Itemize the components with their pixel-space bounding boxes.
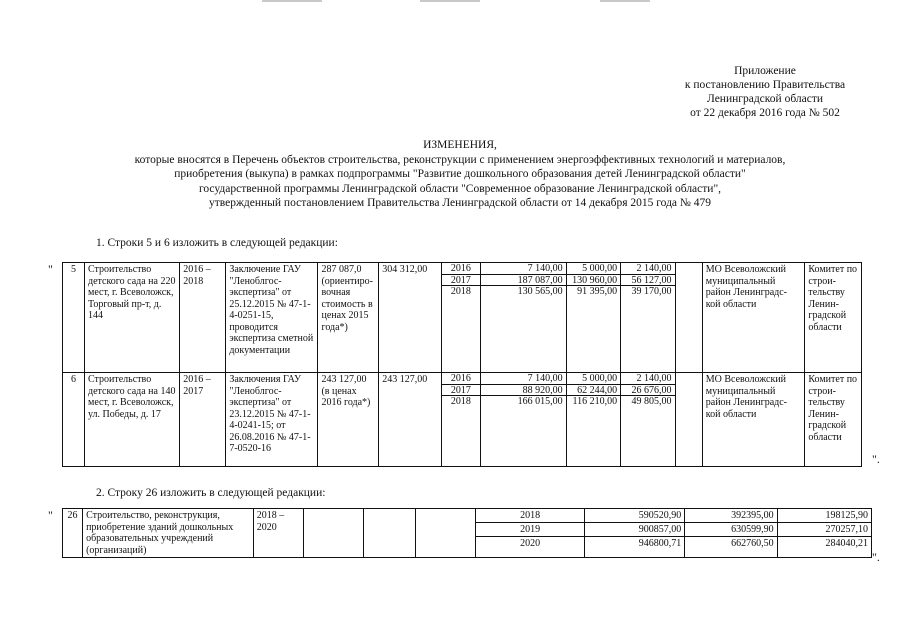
open-quote: " [48, 262, 53, 276]
amounts-value: 88 920,00 [481, 385, 566, 397]
row-number: 26 [63, 509, 83, 558]
years-value: 2017 [442, 275, 480, 287]
amounts-value: 130 565,00 [517, 286, 563, 297]
amounts-cell [480, 263, 566, 373]
amount-value: 590520,90 [585, 509, 684, 523]
changes-table-2 [62, 508, 872, 558]
empty-cell [675, 263, 702, 373]
regional-value: 5 000,00 [567, 373, 620, 385]
appendix-block [640, 64, 890, 120]
empty-cell [364, 509, 416, 558]
years-cell [442, 263, 481, 373]
title-line: утвержденный постановлением Правительства Ленинградской области от 14 декабря 2015 года № 479 [208, 197, 712, 209]
appendix-line: к постановлению Правительства [684, 79, 846, 91]
year-value: 2020 [520, 538, 541, 549]
municipality-cell: МО Всеволожский муниципальный район Ленинградс-кой области [702, 373, 805, 467]
regional-value: 130 960,00 [567, 275, 620, 287]
title-heading: ИЗМЕНЕНИЯ, [423, 139, 497, 151]
local-cell [621, 373, 675, 467]
years-value: 2018 [450, 286, 471, 297]
local-value: 2 140,00 [621, 263, 674, 275]
period-cell: 2016 – 2017 [180, 373, 226, 467]
years-value: 2017 [442, 385, 480, 397]
scan-artifact [420, 0, 480, 2]
row-number: 5 [63, 263, 85, 373]
local-value: 2 140,00 [621, 373, 674, 385]
years-value: 2018 [450, 396, 471, 407]
amount-value: 946800,71 [638, 538, 682, 549]
regional-cell [685, 509, 777, 558]
title-line: государственной программы Ленинградской области "Современное образование Ленинградской области", [198, 182, 722, 195]
regional-value: 630599,90 [685, 523, 776, 537]
regional-value: 116 210,00 [572, 396, 618, 407]
total-cell: 304 312,00 [379, 263, 442, 373]
local-cell [621, 263, 675, 373]
local-value: 49 805,00 [631, 396, 672, 407]
object-name: Строительство, реконструкция, приобретение зданий дошкольных образовательных учреждений (организаций) [83, 509, 254, 558]
amounts-value: 166 015,00 [517, 396, 563, 407]
local-value: 284040,21 [825, 538, 868, 549]
section1-text: 1. Строки 5 и 6 изложить в следующей редакции: [96, 237, 338, 249]
close-quote: ". [872, 550, 880, 564]
empty-cell [675, 373, 702, 467]
year-value: 2019 [476, 523, 583, 537]
amounts-value: 7 140,00 [481, 373, 566, 385]
amounts-cell [584, 509, 684, 558]
regional-value: 392395,00 [685, 509, 776, 523]
close-quote: ". [872, 452, 880, 466]
table-row [63, 263, 862, 373]
years-cell [442, 373, 481, 467]
local-value: 270257,10 [778, 523, 871, 537]
appendix-line: Приложение [734, 65, 796, 77]
committee-cell: Комитет по строи-тельству Ленин-градской области [805, 373, 862, 467]
appendix-line: Ленинградской области [706, 93, 824, 105]
cost-cell: 243 127,00 (в ценах 2016 года*) [318, 373, 379, 467]
years-value: 2016 [442, 373, 480, 385]
regional-value: 91 395,00 [577, 286, 618, 297]
empty-cell [303, 509, 363, 558]
amounts-value: 7 140,00 [481, 263, 566, 275]
regional-cell [566, 263, 620, 373]
amounts-value: 187 087,00 [481, 275, 566, 287]
cost-cell: 287 087,0 (ориентиро-вочная стоимость в ценах 2015 года*) [318, 263, 379, 373]
regional-cell [566, 373, 620, 467]
period-cell: 2016 – 2018 [180, 263, 226, 373]
local-value: 39 170,00 [631, 286, 672, 297]
scan-artifact [262, 0, 322, 2]
local-value: 198125,90 [778, 509, 871, 523]
table-row [63, 509, 872, 558]
empty-cell [416, 509, 476, 558]
amount-value: 900857,00 [585, 523, 684, 537]
municipality-cell: МО Всеволожский муниципальный район Ленинградс-кой области [702, 263, 805, 373]
period-cell: 2018 – 2020 [253, 509, 303, 558]
document-title [80, 138, 840, 211]
appendix-line: от 22 декабря 2016 года № 502 [690, 107, 840, 119]
title-line: приобретения (выкупа) в рамках подпрограммы "Развитие дошкольного образования детей Ленинградской области" [174, 168, 746, 180]
expertise-cell: Заключение ГАУ "Леноблгос-экспертиза" от 25.12.2015 № 47-1-4-0251-15, проводится экспертиза сметной документации [226, 263, 318, 373]
year-value: 2018 [476, 509, 583, 523]
open-quote: " [48, 508, 53, 522]
local-value: 56 127,00 [621, 275, 674, 287]
amounts-cell [480, 373, 566, 467]
changes-table-1 [62, 262, 862, 467]
row-number: 6 [63, 373, 85, 467]
local-value: 26 676,00 [621, 385, 674, 397]
object-name: Строительство детского сада на 140 мест, г. Всеволожск, ул. Победы, д. 17 [84, 373, 179, 467]
years-cell [476, 509, 584, 558]
object-name: Строительство детского сада на 220 мест, г. Всеволожск, Торговый пр-т, д. 144 [84, 263, 179, 373]
local-cell [777, 509, 871, 558]
regional-value: 662760,50 [731, 538, 774, 549]
table-row [63, 373, 862, 467]
years-value: 2016 [442, 263, 480, 275]
total-cell: 243 127,00 [379, 373, 442, 467]
section2-text: 2. Строку 26 изложить в следующей редакции: [96, 487, 326, 499]
expertise-cell: Заключения ГАУ "Леноблгос-экспертиза" от 23.12.2015 № 47-1-4-0241-15; от 26.08.2016 № 47-1-7-0520-16 [226, 373, 318, 467]
regional-value: 62 244,00 [567, 385, 620, 397]
regional-value: 5 000,00 [567, 263, 620, 275]
title-line: которые вносятся в Перечень объектов строительства, реконструкции с применением энергоэффективных технологий и материалов, [134, 153, 786, 166]
committee-cell: Комитет по строи-тельству Ленин-градской области [805, 263, 862, 373]
scan-artifact [600, 0, 650, 2]
